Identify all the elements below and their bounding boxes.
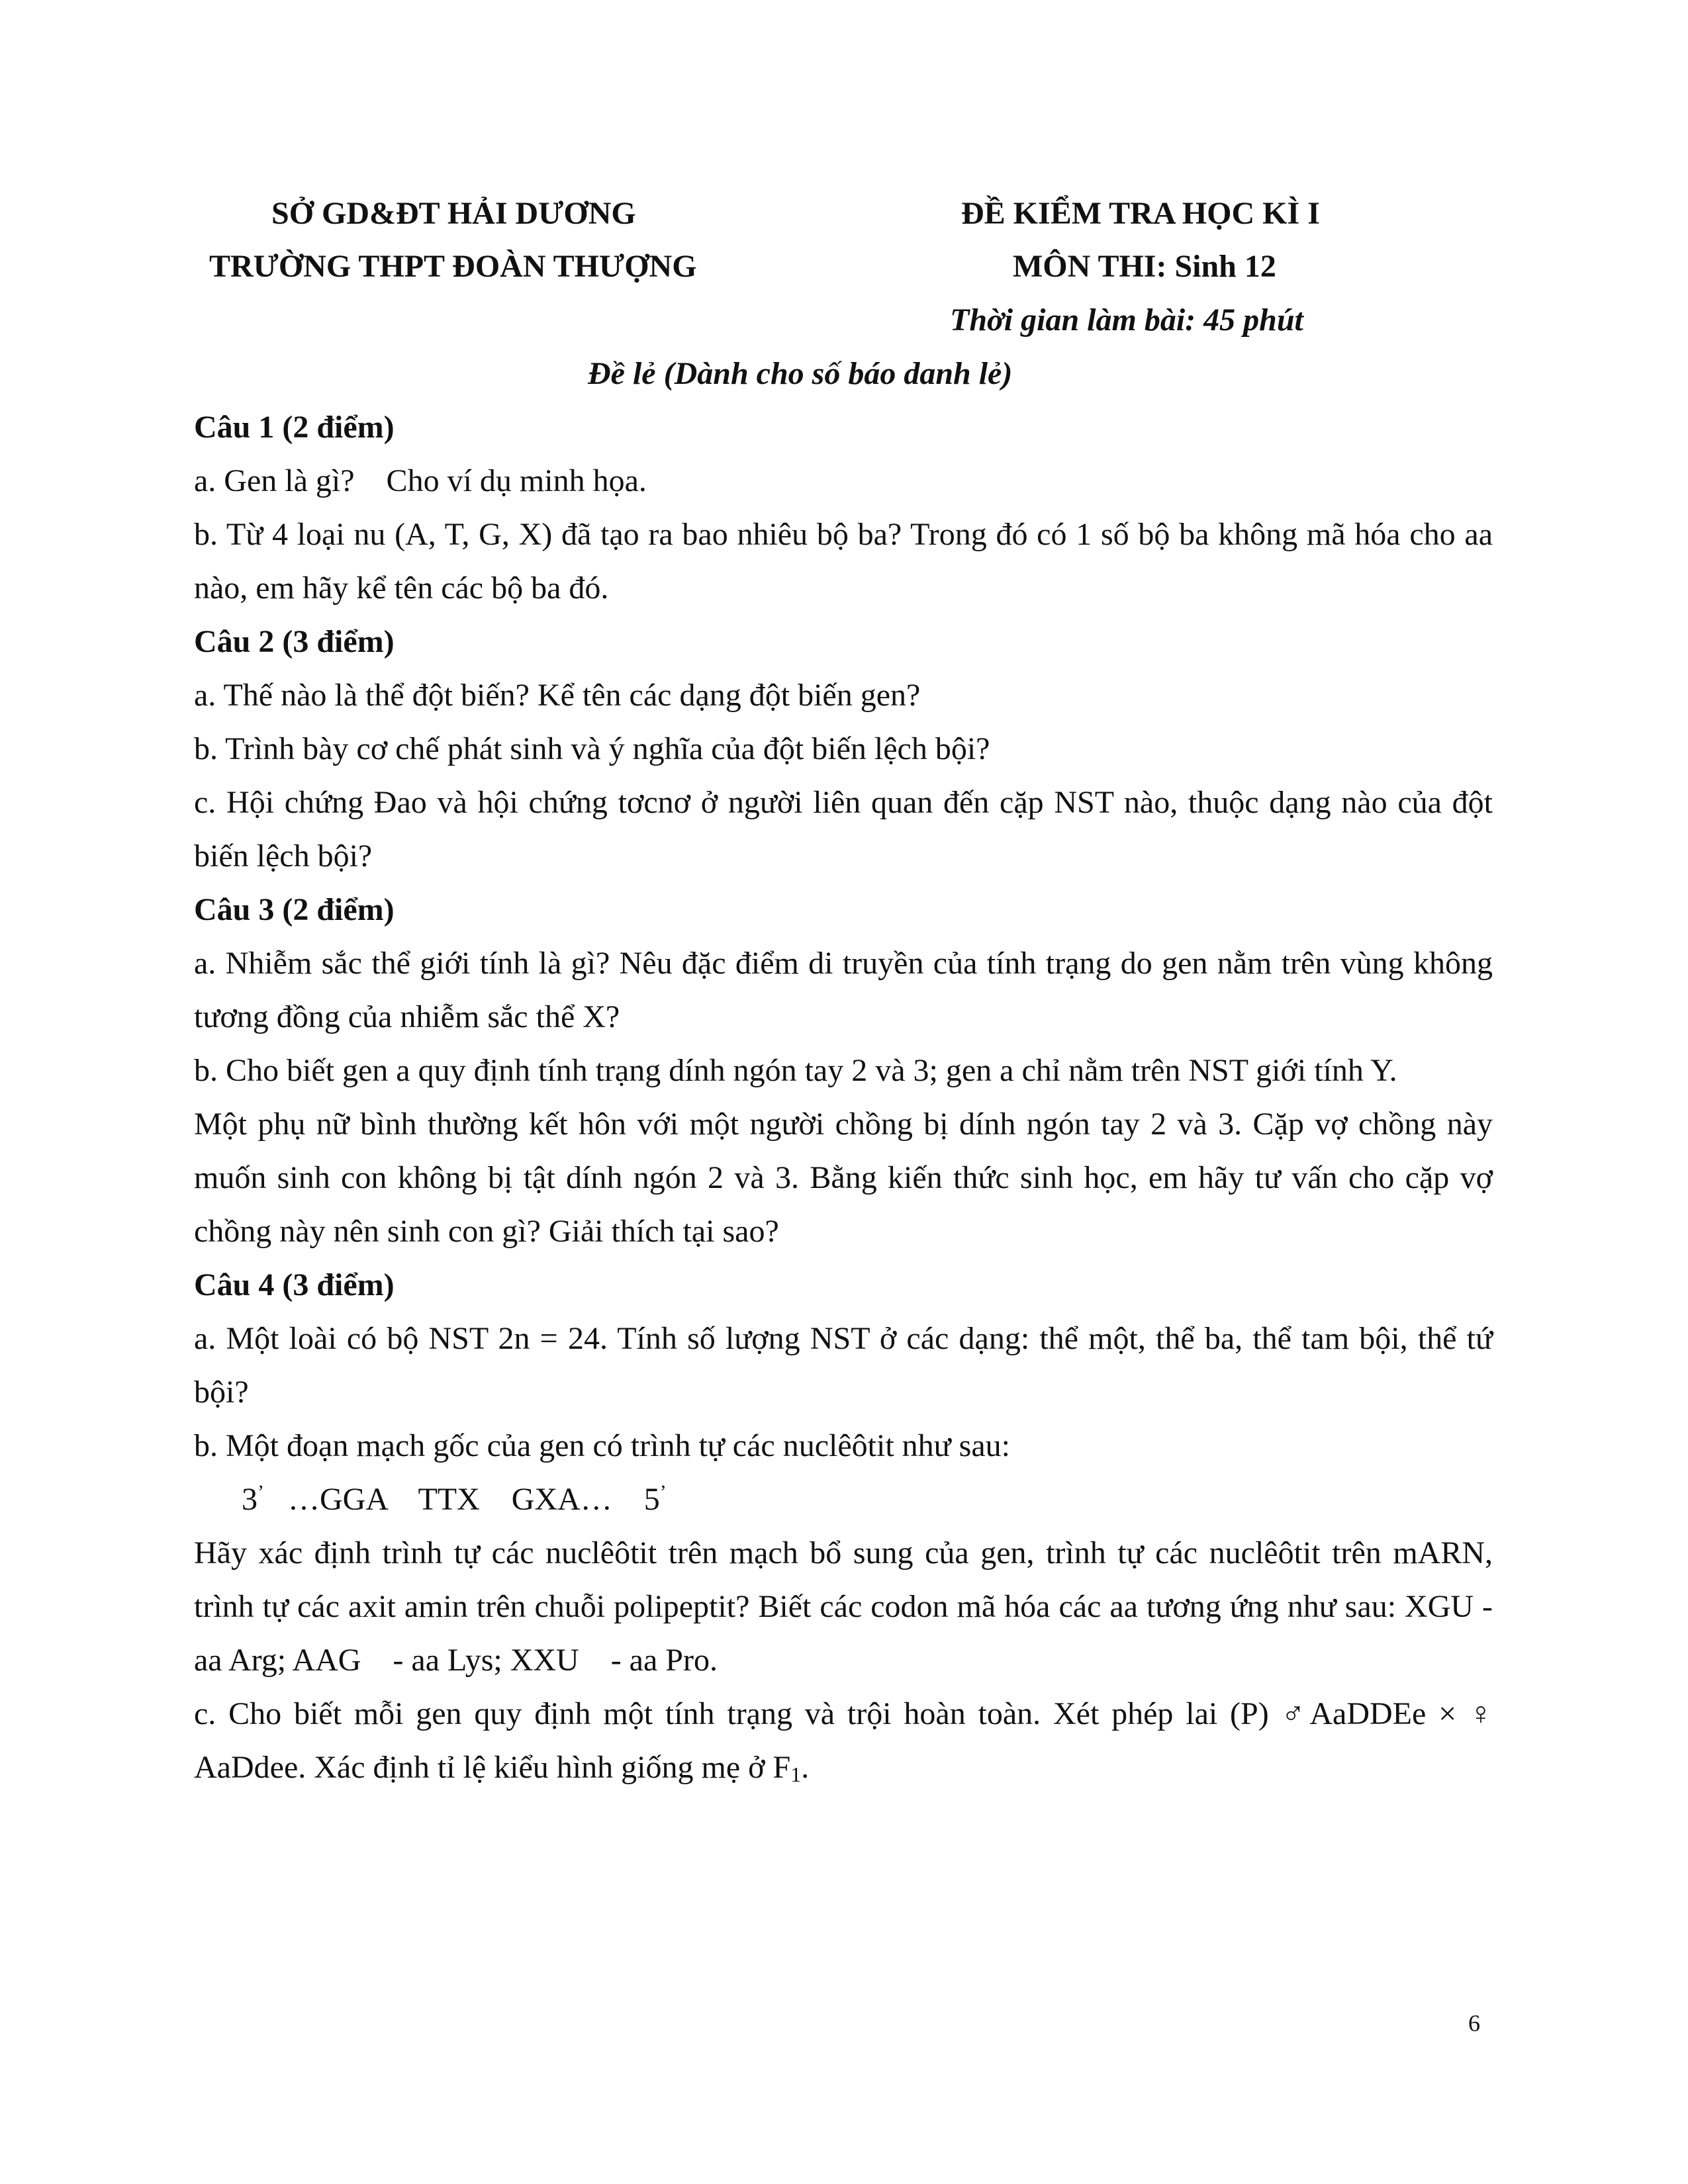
question-3b: b. Cho biết gen a quy định tính trạng dính ngón tay 2 và 3; gen a chỉ nằm trên NST giới tính Y. [194,1053,1397,1088]
question-4a: a. Một loài có bộ NST 2n = 24. Tính số lượng NST ở các dạng: thể một, thể ba, thể tam bội, thể tứ bội? [194,1321,1493,1410]
question-1b: b. Từ 4 loại nu (A, T, G, X) đã tạo ra bao nhiêu bộ ba? Trong đó có 1 số bộ ba không mã hóa cho aa nào, em hãy kể tên các bộ ba đó. [194,517,1493,606]
exam-variant-subtitle: Đề lẻ (Dành cho số báo danh lẻ) [588,356,1013,391]
question-2a: a. Thế nào là thể đột biến? Kể tên các dạng đột biến gen? [194,678,921,713]
question-3-title: Câu 3 (2 điểm) [194,892,395,927]
exam-title: ĐỀ KIỂM TRA HỌC KÌ I [961,196,1320,231]
f1-subscript: 1 [790,1762,802,1786]
question-4-title: Câu 4 (3 điểm) [194,1267,395,1302]
dna-sequence [194,1473,1493,1526]
department-name: SỞ GD&ĐT HẢI DƯƠNG [271,196,636,231]
question-4c [194,1687,1493,1794]
seq-3-prime: ’ [258,1481,264,1503]
question-1a: a. Gen là gì? Cho ví dụ minh họa. [194,463,647,498]
question-2-title: Câu 2 (3 điểm) [194,624,395,659]
subject-line: MÔN THI: Sinh 12 [1013,249,1276,284]
question-1-title: Câu 1 (2 điểm) [194,410,395,445]
question-4c-end: . [801,1750,810,1785]
question-2b: b. Trình bày cơ chế phát sinh và ý nghĩa của đột biến lệch bội? [194,731,990,766]
page-number: 6 [1468,2010,1480,2036]
seq-body: …GGA TTX GXA… 5 [264,1482,660,1517]
question-4b: b. Một đoạn mạch gốc của gen có trình tự các nuclêôtit như sau: [194,1428,1010,1463]
question-3b-scenario: Một phụ nữ bình thường kết hôn với một người chồng bị dính ngón tay 2 và 3. Cặp vợ chồng này muốn sinh con không bị tật dính ngón 2 và 3. Bằng kiến thức sinh học, em hãy tư vấn cho cặp vợ chồng này nên sinh con gì? Giải thích tại sao? [194,1107,1493,1249]
question-2c: c. Hội chứng Đao và hội chứng tơcnơ ở người liên quan đến cặp NST nào, thuộc dạng nào của đột biến lệch bội? [194,785,1493,874]
question-3a: a. Nhiễm sắc thể giới tính là gì? Nêu đặc điểm di truyền của tính trạng do gen nằm trên vùng không tương đồng của nhiễm sắc thể X? [194,946,1493,1034]
exam-questions [194,400,1501,1794]
seq-5-prime: ’ [659,1481,667,1503]
question-4c-text: c. Cho biết mỗi gen quy định một tính trạng và trội hoàn toàn. Xét phép lai (P) ♂AaDDEe × ♀ AaDdee. Xác định tỉ lệ kiểu hình giống mẹ ở F [194,1696,1493,1785]
question-4b-task: Hãy xác định trình tự các nuclêôtit trên mạch bổ sung của gen, trình tự các nuclêôtit trên mARN, trình tự các axit amin trên chuỗi polipeptit? Biết các codon mã hóa các aa tương ứng như sau: XGU - aa Arg; AAG - aa Lys; XXU - aa Pro. [194,1535,1501,1678]
exam-time: Thời gian làm bài: 45 phút [950,302,1303,338]
school-name: TRƯỜNG THPT ĐOÀN THƯỢNG [209,249,697,284]
seq-3-end: 3 [242,1482,258,1517]
